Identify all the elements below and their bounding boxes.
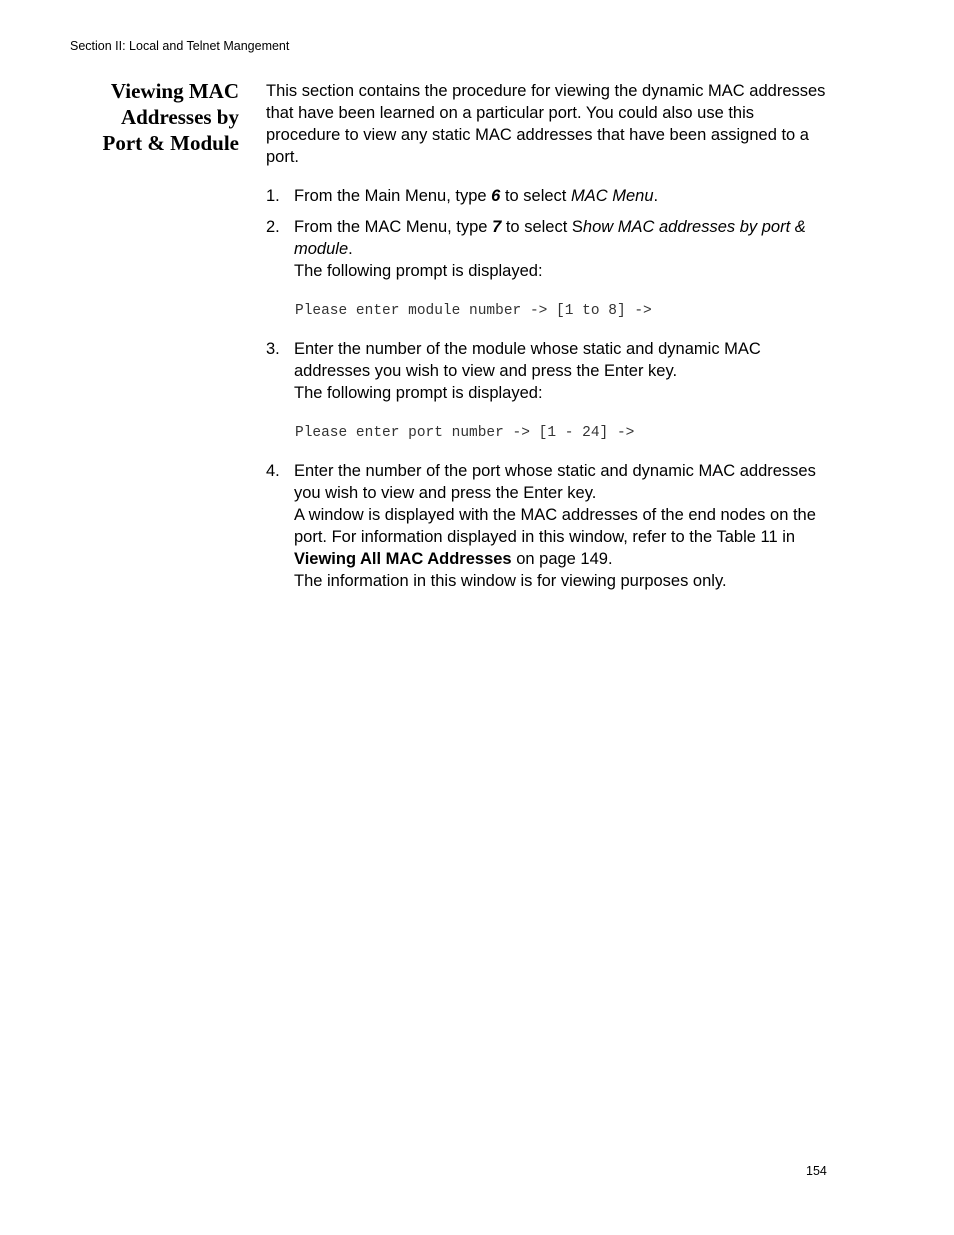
running-header: Section II: Local and Telnet Mangement xyxy=(70,39,290,53)
intro-paragraph: This section contains the procedure for viewing the dynamic MAC addresses that have been learned on a particular port. You could also use this procedure to view any static MAC addresses that have been assigned to a port. xyxy=(266,82,826,166)
step-number: 2. xyxy=(266,218,280,236)
cross-reference-link[interactable]: Viewing All MAC Addresses xyxy=(294,550,512,568)
step-number: 3. xyxy=(266,340,280,358)
step-2 xyxy=(266,216,826,282)
result-text-pre: A window is displayed with the MAC addresses of the end nodes on the port. For information displayed in this window, refer to the Table 11 in xyxy=(294,506,816,546)
section-heading xyxy=(60,78,239,156)
step-text-post: . xyxy=(653,187,659,205)
step-text: Enter the number of the module whose static and dynamic MAC addresses you wish to view and press the Enter key. xyxy=(294,340,761,380)
section-body xyxy=(266,80,826,601)
heading-line-3: Port & Module xyxy=(102,131,239,155)
step-note: The following prompt is displayed: xyxy=(294,262,543,280)
step-text-mid: to select xyxy=(500,187,571,205)
result-text-post: on page 149. xyxy=(511,550,613,568)
step-4 xyxy=(266,460,826,592)
step-text-mid: to select S xyxy=(501,218,583,236)
step-target: how MAC addresses by port & module xyxy=(294,218,806,258)
code-prompt-port: Please enter port number -> [1 - 24] -> xyxy=(295,425,635,441)
step-number: 1. xyxy=(266,187,280,205)
step-final-note: The information in this window is for viewing purposes only. xyxy=(294,572,727,590)
step-text-post: . xyxy=(348,240,353,258)
step-target: MAC Menu xyxy=(570,187,654,205)
step-1 xyxy=(266,185,826,207)
code-prompt-module: Please enter module number -> [1 to 8] -> xyxy=(295,303,652,319)
heading-line-1: Viewing MAC xyxy=(110,79,239,103)
step-key: 7 xyxy=(492,218,502,236)
page-number: 154 xyxy=(806,1164,827,1178)
step-text: Enter the number of the port whose static and dynamic MAC addresses you wish to view and press the Enter key. xyxy=(294,462,816,502)
step-number: 4. xyxy=(266,462,280,480)
heading-line-2: Addresses by xyxy=(120,105,239,129)
step-3 xyxy=(266,338,826,404)
step-note: The following prompt is displayed: xyxy=(294,384,543,402)
step-text xyxy=(294,187,658,205)
step-text-pre: From the MAC Menu, type xyxy=(294,218,493,236)
step-result-paragraph xyxy=(294,504,826,570)
step-text xyxy=(294,218,806,258)
step-text-pre: From the Main Menu, type xyxy=(294,187,492,205)
step-key: 6 xyxy=(491,187,501,205)
